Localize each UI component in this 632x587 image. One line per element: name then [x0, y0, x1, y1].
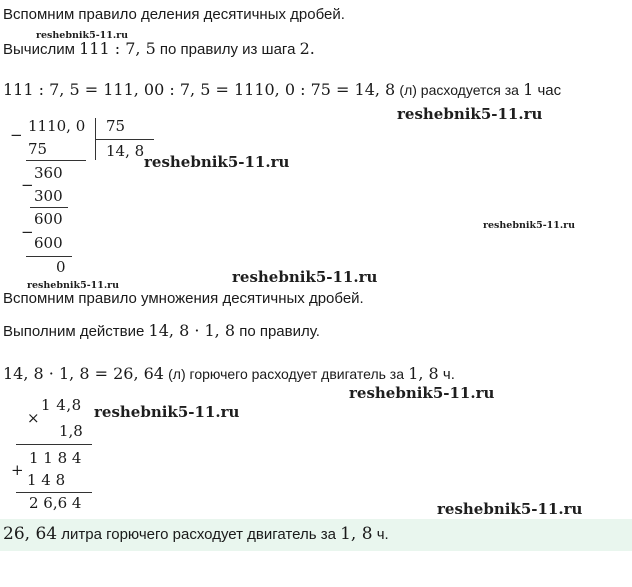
division-minus-1: −	[10, 126, 23, 144]
compute-intro: Вычислим	[3, 41, 75, 58]
multiplication-result: 2 6,6 4	[29, 494, 82, 512]
multiplication-partial-1: 1 1 8 4	[29, 449, 82, 467]
compute-line	[3, 39, 315, 58]
watermark: reshebnik5-11.ru	[483, 220, 576, 231]
multiplication-equation-line	[3, 364, 455, 383]
action-tail: по правилу.	[239, 323, 320, 340]
division-subtrahend-2: 300	[34, 187, 63, 205]
multiplication-equation: 14, 8 · 1, 8 = 26, 64	[3, 364, 164, 383]
watermark: reshebnik5-11.ru	[349, 384, 495, 402]
division-subtrahend-3: 600	[34, 234, 63, 252]
answer-line	[3, 524, 389, 544]
compute-mid: по правилу из шага	[159, 41, 296, 58]
division-tail-unit: час	[537, 82, 562, 99]
watermark: reshebnik5-11.ru	[94, 403, 240, 421]
division-subtrahend-1: 75	[28, 140, 48, 158]
action-line	[3, 321, 320, 340]
action-expression: 14, 8 · 1, 8	[148, 321, 236, 340]
division-remainder-2: 600	[34, 210, 63, 228]
compute-step: 2.	[299, 39, 315, 58]
multiplication-factor-1: 1 4,8	[41, 396, 82, 414]
division-equation: 111 : 7, 5 = 111, 00 : 7, 5 = 1110, 0 : 75 = 14, 8	[3, 80, 396, 99]
division-tail-text: (л) расходуется за	[399, 82, 519, 98]
division-dividend: 1110, 0	[28, 117, 86, 135]
watermark: reshebnik5-11.ru	[397, 105, 543, 123]
action-intro: Выполним действие	[3, 323, 145, 340]
rule-division-text: Вспомним правило деления десятичных дробей.	[3, 6, 345, 23]
division-line-2	[30, 207, 68, 208]
watermark: reshebnik5-11.ru	[27, 280, 120, 291]
multiplication-factor-2: 1,8	[59, 422, 83, 440]
answer-unit: ч.	[376, 526, 389, 543]
watermark: reshebnik5-11.ru	[232, 268, 378, 286]
division-remainder-1: 360	[34, 164, 63, 182]
multiplication-tail-text: (л) горючего расходует двигатель за	[168, 366, 405, 382]
division-minus-3: −	[21, 223, 34, 241]
multiplication-plus-sign: +	[11, 461, 24, 479]
answer-number: 26, 64	[3, 524, 58, 544]
watermark: reshebnik5-11.ru	[36, 30, 129, 41]
compute-expression: 111 : 7, 5	[79, 39, 156, 58]
answer-text: литра горючего расходует двигатель за	[61, 526, 336, 543]
watermark: reshebnik5-11.ru	[437, 500, 583, 518]
multiplication-line-1	[16, 444, 92, 445]
division-tail-num: 1	[523, 80, 534, 99]
multiplication-times-sign: ×	[27, 409, 40, 427]
watermark: reshebnik5-11.ru	[144, 153, 290, 171]
division-quotient: 14, 8	[106, 142, 145, 160]
division-remainder-3: 0	[56, 258, 66, 276]
division-divisor: 75	[106, 117, 126, 135]
division-line-1	[26, 160, 86, 161]
multiplication-tail-unit: ч.	[442, 366, 455, 383]
division-equation-line	[3, 80, 561, 99]
multiplication-tail-num: 1, 8	[408, 364, 439, 383]
multiplication-partial-2: 1 4 8	[27, 471, 66, 489]
answer-time: 1, 8	[340, 524, 373, 544]
rule-multiplication-text: Вспомним правило умножения десятичных дробей.	[3, 290, 364, 307]
division-minus-2: −	[21, 176, 34, 194]
division-divisor-line	[96, 139, 154, 140]
